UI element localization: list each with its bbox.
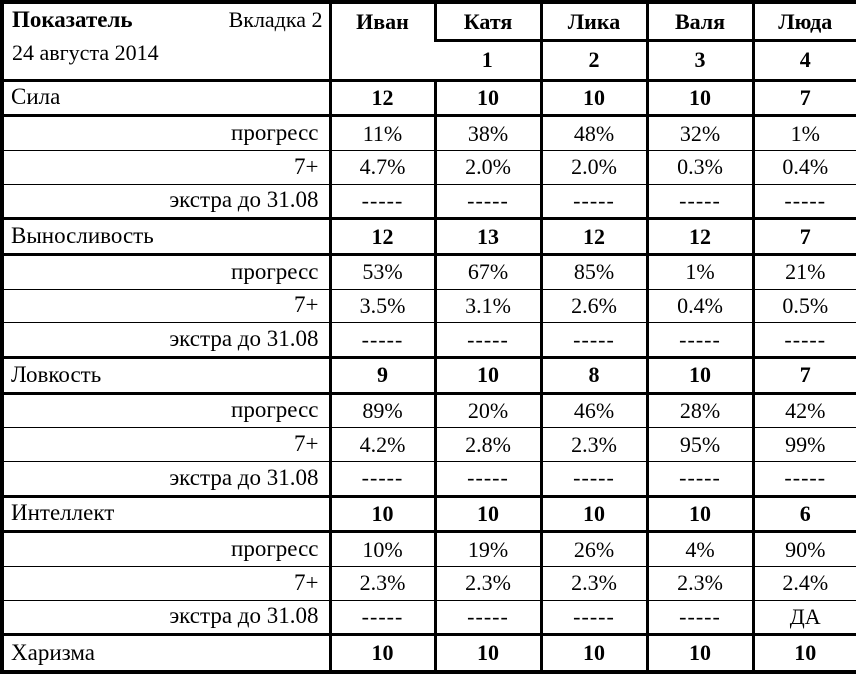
seven-plus-value: 2.6%	[541, 289, 647, 323]
seven-plus-value: 2.0%	[541, 150, 647, 184]
progress-value: 28%	[647, 393, 753, 428]
progress-value: 42%	[753, 393, 856, 428]
row-label-seven-plus: 7+	[2, 150, 330, 184]
extra-row	[2, 184, 856, 219]
progress-value: 4%	[647, 532, 753, 567]
progress-value: 11%	[330, 116, 435, 151]
header-row-names	[2, 2, 856, 40]
stat-value: 7	[753, 80, 856, 116]
extra-value: -----	[753, 184, 856, 219]
stat-name: Интеллект	[2, 496, 330, 532]
extra-value: -----	[435, 184, 541, 219]
stat-value: 12	[330, 219, 435, 255]
row-label-progress: прогресс	[2, 393, 330, 428]
stat-value: 10	[541, 635, 647, 672]
extra-value: -----	[753, 323, 856, 358]
stat-value: 10	[753, 635, 856, 672]
seven-plus-value: 2.4%	[753, 566, 856, 600]
stat-value: 10	[541, 496, 647, 532]
stat-value: 12	[330, 80, 435, 116]
seven-plus-value: 3.5%	[330, 289, 435, 323]
seven-plus-value: 99%	[753, 428, 856, 462]
extra-value: -----	[541, 600, 647, 635]
stat-row-sila	[2, 80, 856, 116]
header-corner-line1	[12, 6, 323, 35]
tab-label: Вкладка 2	[228, 7, 323, 32]
row-label-extra: экстра до 31.08	[2, 323, 330, 358]
row-label-progress: прогресс	[2, 116, 330, 151]
seven-plus-row	[2, 150, 856, 184]
progress-value: 48%	[541, 116, 647, 151]
seven-plus-value: 2.0%	[435, 150, 541, 184]
stat-value: 13	[435, 219, 541, 255]
stat-value: 10	[435, 496, 541, 532]
stat-name: Ловкость	[2, 357, 330, 393]
stat-value: 7	[753, 219, 856, 255]
stat-row-lovkost	[2, 357, 856, 393]
seven-plus-value: 0.4%	[647, 289, 753, 323]
seven-plus-value: 2.3%	[541, 566, 647, 600]
seven-plus-value: 4.2%	[330, 428, 435, 462]
date-label: 24 августа 2014	[12, 39, 159, 65]
stat-value: 10	[330, 496, 435, 532]
column-header-valya: Валя	[647, 2, 753, 40]
seven-plus-value: 3.1%	[435, 289, 541, 323]
extra-value: -----	[435, 461, 541, 496]
extra-row	[2, 600, 856, 635]
stat-row-intellekt	[2, 496, 856, 532]
progress-row	[2, 393, 856, 428]
stat-value: 8	[541, 357, 647, 393]
row-label-progress: прогресс	[2, 254, 330, 289]
progress-value: 21%	[753, 254, 856, 289]
stat-value: 10	[330, 635, 435, 672]
progress-value: 53%	[330, 254, 435, 289]
progress-value: 89%	[330, 393, 435, 428]
row-label-extra: экстра до 31.08	[2, 600, 330, 635]
stat-value: 10	[647, 496, 753, 532]
stat-row-kharizma	[2, 635, 856, 672]
stat-value: 10	[647, 635, 753, 672]
progress-value: 38%	[435, 116, 541, 151]
extra-value: -----	[647, 600, 753, 635]
progress-value: 19%	[435, 532, 541, 567]
progress-value: 1%	[647, 254, 753, 289]
progress-value: 85%	[541, 254, 647, 289]
progress-value: 32%	[647, 116, 753, 151]
progress-value: 90%	[753, 532, 856, 567]
stat-value: 10	[541, 80, 647, 116]
progress-value: 67%	[435, 254, 541, 289]
row-label-extra: экстра до 31.08	[2, 184, 330, 219]
seven-plus-row	[2, 428, 856, 462]
stat-value: 7	[753, 357, 856, 393]
stat-value: 9	[330, 357, 435, 393]
extra-value: -----	[541, 461, 647, 496]
progress-row	[2, 254, 856, 289]
seven-plus-value: 2.3%	[435, 566, 541, 600]
extra-value: -----	[753, 461, 856, 496]
seven-plus-value: 0.4%	[753, 150, 856, 184]
extra-value: -----	[435, 600, 541, 635]
stat-value: 6	[753, 496, 856, 532]
column-number: 1	[435, 40, 541, 80]
column-header-lika: Лика	[541, 2, 647, 40]
progress-value: 20%	[435, 393, 541, 428]
stat-value: 10	[435, 357, 541, 393]
extra-value: -----	[541, 323, 647, 358]
progress-value: 10%	[330, 532, 435, 567]
seven-plus-row	[2, 289, 856, 323]
seven-plus-row	[2, 566, 856, 600]
extra-value: -----	[330, 323, 435, 358]
stat-name: Сила	[2, 80, 330, 116]
row-label-progress: прогресс	[2, 532, 330, 567]
seven-plus-value: 95%	[647, 428, 753, 462]
seven-plus-value: 4.7%	[330, 150, 435, 184]
seven-plus-value: 0.3%	[647, 150, 753, 184]
extra-value: -----	[541, 184, 647, 219]
stat-value: 10	[647, 357, 753, 393]
stat-value: 10	[435, 80, 541, 116]
progress-value: 26%	[541, 532, 647, 567]
stat-value: 12	[647, 219, 753, 255]
extra-value: -----	[647, 323, 753, 358]
extra-row	[2, 461, 856, 496]
stat-name: Выносливость	[2, 219, 330, 255]
row-label-seven-plus: 7+	[2, 428, 330, 462]
stat-row-vynoslivost	[2, 219, 856, 255]
progress-value: 1%	[753, 116, 856, 151]
column-header-katya: Катя	[435, 2, 541, 40]
stat-value: 10	[647, 80, 753, 116]
extra-value: -----	[647, 461, 753, 496]
row-label-extra: экстра до 31.08	[2, 461, 330, 496]
extra-row	[2, 323, 856, 358]
column-number: 4	[753, 40, 856, 80]
progress-row	[2, 532, 856, 567]
seven-plus-value: 2.8%	[435, 428, 541, 462]
extra-value: -----	[330, 600, 435, 635]
progress-value: 46%	[541, 393, 647, 428]
header-corner-cell	[2, 2, 330, 80]
column-number: 3	[647, 40, 753, 80]
seven-plus-value: 0.5%	[753, 289, 856, 323]
table-title: Показатель	[12, 7, 133, 32]
stat-name: Харизма	[11, 639, 95, 665]
progress-row	[2, 116, 856, 151]
stat-value: 12	[541, 219, 647, 255]
extra-value: -----	[330, 461, 435, 496]
seven-plus-value: 2.3%	[647, 566, 753, 600]
seven-plus-value: 2.3%	[541, 428, 647, 462]
column-number: 2	[541, 40, 647, 80]
extra-value: -----	[647, 184, 753, 219]
stat-value: 10	[435, 635, 541, 672]
column-header-ivan: Иван	[330, 2, 435, 80]
extra-value: -----	[330, 184, 435, 219]
row-label-seven-plus: 7+	[2, 566, 330, 600]
row-label-seven-plus: 7+	[2, 289, 330, 323]
extra-value: -----	[435, 323, 541, 358]
extra-value: ДА	[753, 600, 856, 635]
seven-plus-value: 2.3%	[330, 566, 435, 600]
column-header-lyuda: Люда	[753, 2, 856, 40]
